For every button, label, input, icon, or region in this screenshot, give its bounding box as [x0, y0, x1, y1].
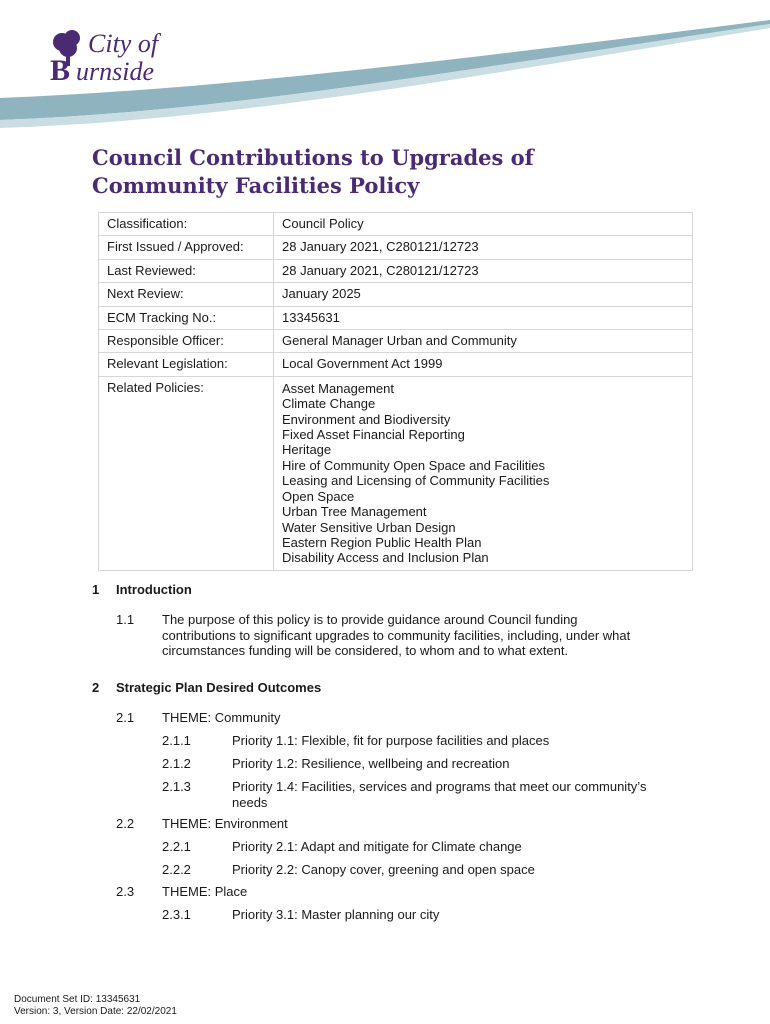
- clause-2-2-2-number: 2.2.2: [162, 862, 191, 877]
- clause-2-1-1-text: Priority 1.1: Flexible, fit for purpose facilities and places: [232, 733, 550, 748]
- section-1-heading: Introduction: [116, 582, 192, 597]
- responsible-officer-label: Responsible Officer:: [99, 330, 274, 353]
- related-policy: Urban Tree Management: [282, 504, 427, 520]
- page-title: Council Contributions to Upgrades of Community Facilities Policy: [92, 145, 534, 198]
- related-policy: Water Sensitive Urban Design: [282, 519, 456, 535]
- first-issued-value: 28 January 2021, C280121/12723: [274, 236, 693, 259]
- table-row: [99, 376, 693, 570]
- related-policy: Asset Management: [282, 380, 395, 396]
- table-row: [99, 259, 693, 282]
- clause-2-2-1-number: 2.2.1: [162, 839, 191, 854]
- clause-2-1-text: THEME: Community: [162, 710, 281, 725]
- clause-2-1-3-text: [232, 779, 692, 810]
- document-footer: [14, 994, 177, 1018]
- relevant-legislation-value: Local Government Act 1999: [274, 353, 693, 376]
- related-policies-list: [274, 376, 693, 570]
- table-row: [99, 283, 693, 306]
- clause-1-1-line: The purpose of this policy is to provide guidance around Council funding: [162, 612, 578, 627]
- responsible-officer-value: General Manager Urban and Community: [274, 330, 693, 353]
- related-policy: Eastern Region Public Health Plan: [282, 534, 482, 550]
- related-policy: Disability Access and Inclusion Plan: [282, 550, 489, 566]
- related-policy: Leasing and Licensing of Community Facilities: [282, 473, 550, 489]
- clause-1-1-line: contributions to significant upgrades to community facilities, including, under what: [162, 627, 631, 643]
- clause-2-1-2-number: 2.1.2: [162, 756, 191, 771]
- related-policy: Hire of Community Open Space and Facilities: [282, 457, 546, 473]
- section-2-heading: Strategic Plan Desired Outcomes: [116, 680, 322, 695]
- city-of-burnside-logo: [46, 28, 216, 88]
- next-review-label: Next Review:: [99, 283, 274, 306]
- clause-2-1-2-text: Priority 1.2: Resilience, wellbeing and recreation: [232, 756, 510, 771]
- classification-label: Classification:: [99, 213, 274, 236]
- table-row: [99, 353, 693, 376]
- clause-2-2-2-text: Priority 2.2: Canopy cover, greening and open space: [232, 862, 535, 877]
- classification-value: Council Policy: [274, 213, 693, 236]
- related-policy: Fixed Asset Financial Reporting: [282, 427, 465, 443]
- clause-2-2-1-text: Priority 2.1: Adapt and mitigate for Climate change: [232, 839, 522, 854]
- clause-2-1-3-number: 2.1.3: [162, 779, 191, 794]
- related-policies-label: Related Policies:: [99, 376, 274, 570]
- ecm-tracking-label: ECM Tracking No.:: [99, 306, 274, 329]
- table-row: [99, 330, 693, 353]
- clause-2-1-number: 2.1: [116, 710, 135, 725]
- clause-2-3-number: 2.3: [116, 884, 135, 899]
- relevant-legislation-label: Relevant Legislation:: [99, 353, 274, 376]
- clause-2-3-1-number: 2.3.1: [162, 907, 191, 922]
- clause-2-2-text: THEME: Environment: [162, 816, 288, 831]
- page-header: [0, 0, 770, 130]
- last-reviewed-value: 28 January 2021, C280121/12723: [274, 259, 693, 282]
- clause-2-1-3-line: needs: [232, 794, 268, 810]
- clause-2-3-text: THEME: Place: [162, 884, 248, 899]
- clause-1-1-text: [162, 612, 692, 659]
- ecm-tracking-value: 13345631: [274, 306, 693, 329]
- related-policy: Environment and Biodiversity: [282, 411, 451, 427]
- last-reviewed-label: Last Reviewed:: [99, 259, 274, 282]
- clause-2-2-number: 2.2: [116, 816, 135, 831]
- table-row: [99, 236, 693, 259]
- clause-1-1-line: circumstances funding will be considered, to whom and to what extent.: [162, 643, 569, 658]
- first-issued-label: First Issued / Approved:: [99, 236, 274, 259]
- table-row: [99, 213, 693, 236]
- clause-2-3-1-text: Priority 3.1: Master planning our city: [232, 907, 440, 922]
- clause-1-1-number: 1.1: [116, 612, 135, 627]
- clause-2-1-3-line: Priority 1.4: Facilities, services and programs that meet our community’s: [232, 779, 647, 794]
- clause-2-1-1-number: 2.1.1: [162, 733, 191, 748]
- logo-line1: City of: [88, 29, 159, 58]
- section-1-number: 1: [92, 582, 100, 597]
- policy-details-table: [98, 212, 693, 571]
- logo-line2: urnside: [76, 57, 154, 86]
- version-info: Version: 3, Version Date: 22/02/2021: [14, 1006, 177, 1017]
- related-policy: Heritage: [282, 442, 332, 458]
- logo-initial: B: [50, 54, 71, 87]
- document-set-id: Document Set ID: 13345631: [14, 994, 141, 1005]
- related-policy: Open Space: [282, 488, 355, 504]
- related-policy: Climate Change: [282, 396, 376, 412]
- table-row: [99, 306, 693, 329]
- next-review-value: January 2025: [274, 283, 693, 306]
- section-2-number: 2: [92, 680, 100, 695]
